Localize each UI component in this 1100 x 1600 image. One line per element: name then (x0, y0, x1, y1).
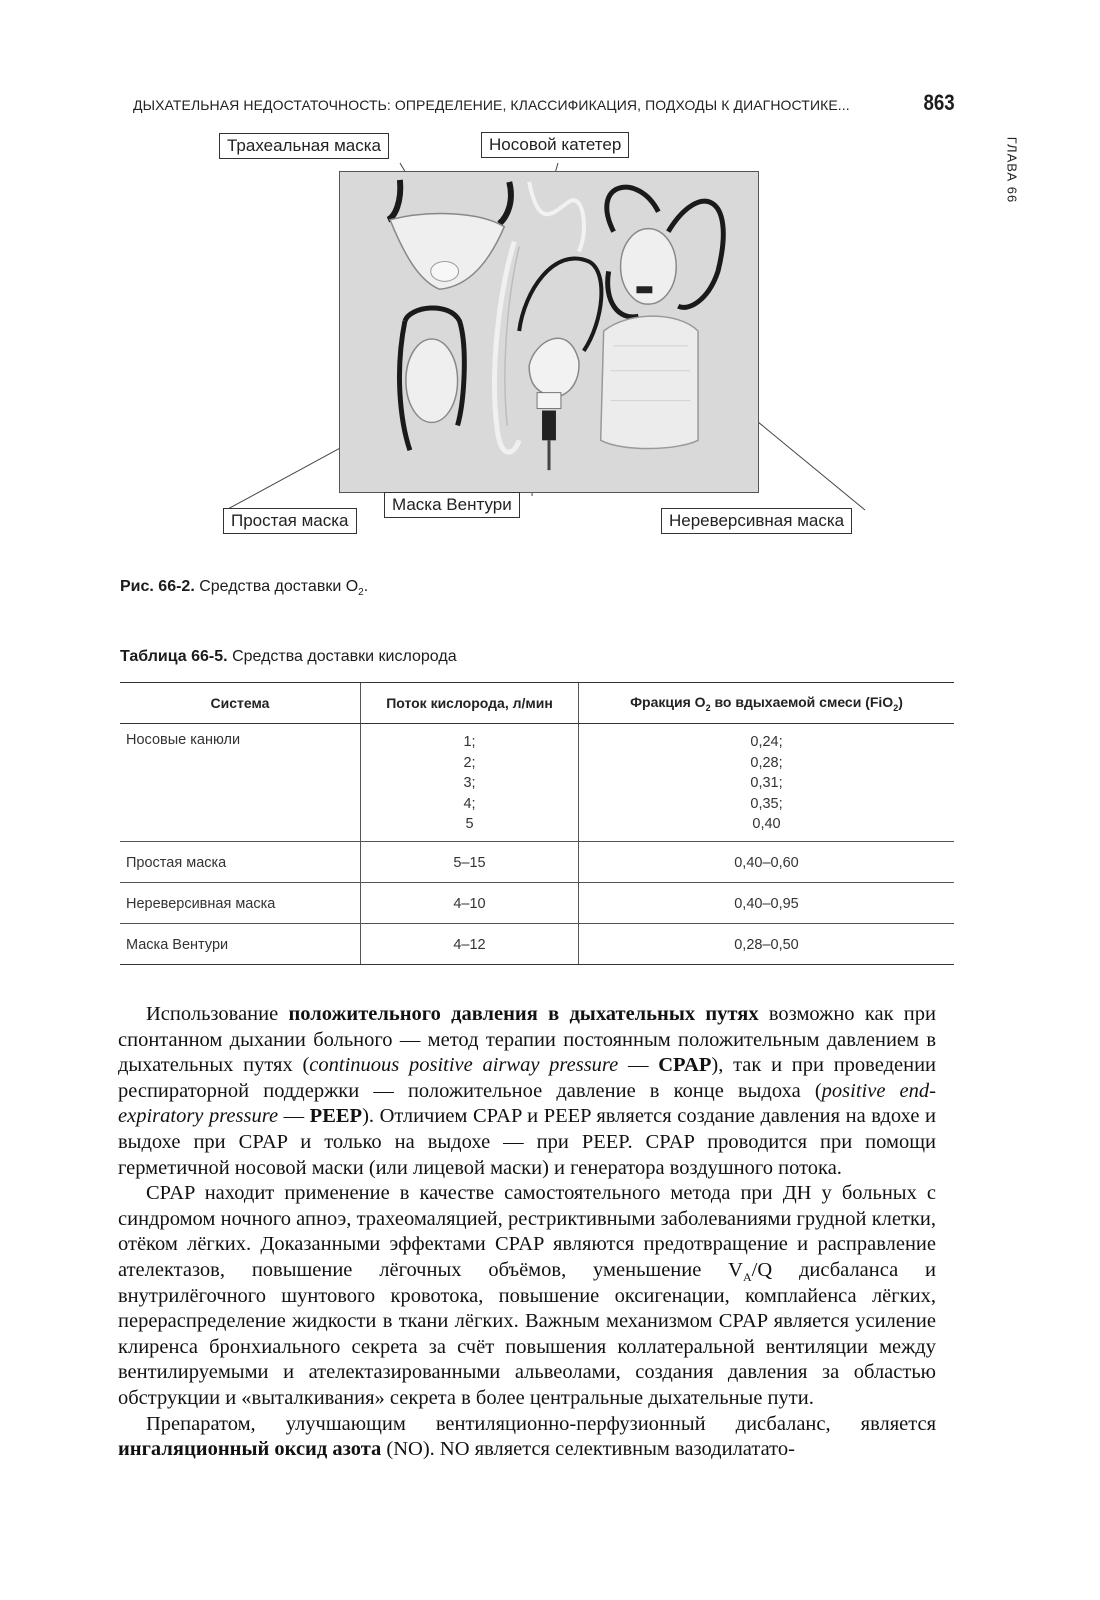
table-row (120, 923, 954, 964)
fio2-value: 0,40 (752, 816, 781, 832)
paragraph-cpap-effects (118, 1181, 936, 1411)
cell-fio2 (579, 724, 955, 842)
text-run: ), так и при проведении респираторной поддержки — положительное давление в конце выдоха ( (118, 1054, 937, 1102)
figure-caption-label: Рис. 66-2. (120, 578, 195, 595)
header-fraction-sub1: 2 (705, 702, 711, 713)
cell-system: Нереверсивная маска (120, 882, 361, 923)
cell-system: Простая маска (120, 841, 361, 882)
italic-term: positive end-expiratory pressure (118, 1079, 936, 1128)
flow-value: 2; (463, 754, 476, 771)
header-fraction (579, 683, 955, 724)
bold-term: ингаляционный оксид азота (118, 1438, 382, 1461)
callout-nonrebreather-mask: Нереверсивная маска (661, 508, 852, 534)
cell-fio2: 0,28–0,50 (579, 923, 955, 964)
body-text (118, 1002, 936, 1463)
table-header-row (120, 683, 954, 724)
bold-term: положительного давления в дыхательных путях (288, 1003, 759, 1025)
table-title (120, 648, 457, 666)
text-run: CPAP находит применение в качестве самостоятельного метода при ДН у больных с синдромом ночного апноэ, трахеомаляцией, рестриктивными заболеваниями грудной клетки, отёком лёгких. Доказанными эффектами CPAP являются предотвращение и расправление ателектазов, повышение лёгочных объёмов, уменьшение V (118, 1182, 936, 1281)
header-fraction-pre: Фракция O (630, 693, 706, 710)
table-row (120, 882, 954, 923)
figure-caption (120, 578, 368, 598)
figure-caption-end: . (363, 578, 369, 595)
text-run: возможно как при спонтанном дыхании больного — метод терапии постоянным положительным давлением в дыхательных путях ( (118, 1003, 936, 1077)
text-run: Препаратом, улучшающим вентиляционно-перфузионный дисбаланс, является (146, 1412, 936, 1435)
cell-fio2: 0,40–0,60 (579, 841, 955, 882)
oxygen-devices-photo (339, 171, 759, 493)
oxygen-devices-illustration (340, 172, 758, 492)
fio2-value: 0,35; (750, 795, 783, 812)
subscript: A (742, 1270, 752, 1285)
cell-flow: 4–12 (361, 923, 579, 964)
cell-flow (361, 724, 579, 842)
bold-term: PEEP (309, 1105, 363, 1128)
flow-value: 1; (463, 734, 476, 750)
fio2-value: 0,24; (750, 734, 783, 750)
table-row (120, 724, 954, 842)
fio2-value: 0,31; (750, 775, 783, 791)
figure-66-2 (0, 0, 1100, 560)
flow-value: 3; (463, 775, 476, 791)
figure-caption-text: Средства доставки O (199, 578, 359, 595)
callout-simple-mask: Простая маска (223, 508, 357, 534)
italic-term: continuous positive airway pressure (309, 1054, 619, 1077)
table-label: Таблица 66-5. (120, 648, 228, 665)
flow-value: 4; (463, 795, 476, 812)
header-fraction-sub2: 2 (893, 702, 899, 713)
table-title-text: Средства доставки кислорода (232, 648, 457, 665)
header-flow: Поток кислорода, л/мин (361, 683, 579, 724)
cell-flow: 4–10 (361, 882, 579, 923)
header-fraction-mid: во вдыхаемой смеси (FiO (710, 693, 894, 710)
paragraph-nitric-oxide (118, 1412, 936, 1463)
table-row (120, 841, 954, 882)
callout-tracheal-mask: Трахеальная маска (219, 133, 389, 159)
cell-system: Маска Вентури (120, 923, 361, 964)
cell-fio2: 0,40–0,95 (579, 882, 955, 923)
running-title: ДЫХАТЕЛЬНАЯ НЕДОСТАТОЧНОСТЬ: ОПРЕДЕЛЕНИЕ, КЛАССИФИКАЦИЯ, ПОДХОДЫ К ДИАГНОСТИКЕ... (133, 97, 850, 113)
header-system: Система (120, 683, 361, 724)
text-run: /Q дисбаланса и внутрилёгочного шунтового кровотока, повышение оксигенации, комплайенса лёгких, перераспределение жидкости в ткани лёгких. Важным механизмом CPAP является усиление клиренса бронхиального секрета за счёт повышения коллатеральной вентиляции между вентилируемыми и ателектазированными альвеолами, создания давления за областью обструкции и «выталкивания» секрета в более центральные дыхательные пути. (118, 1258, 936, 1409)
header-fraction-end: ) (898, 693, 903, 710)
oxygen-delivery-table (120, 682, 954, 965)
fio2-value: 0,28; (750, 754, 783, 771)
figure-caption-subscript: 2 (358, 587, 364, 599)
text-run: — (618, 1054, 659, 1077)
chapter-side-label: ГЛАВА 66 (1004, 136, 1020, 204)
text-run: Использование (146, 1003, 289, 1025)
bold-term: CPAP (658, 1054, 712, 1077)
flow-value: 5 (465, 816, 474, 832)
text-run: ). Отличием CPAP и PEEP является создание давления на вдохе и выдохе при CPAP и только на выдохе — при PEEP. CPAP проводится при помощи герметичной носовой маски (или лицевой маски) и генератора воздушного потока. (118, 1105, 936, 1179)
paragraph-cpap-peep (118, 1002, 936, 1181)
text-run: (NO). NO является селективным вазодилатато- (381, 1438, 795, 1461)
callout-venturi-mask: Маска Вентури (384, 492, 520, 518)
callout-nasal-catheter: Носовой катетер (481, 132, 629, 158)
text-run: — (278, 1105, 310, 1128)
page-number: 863 (923, 90, 955, 115)
cell-system: Носовые канюли (120, 724, 361, 842)
cell-flow: 5–15 (361, 841, 579, 882)
